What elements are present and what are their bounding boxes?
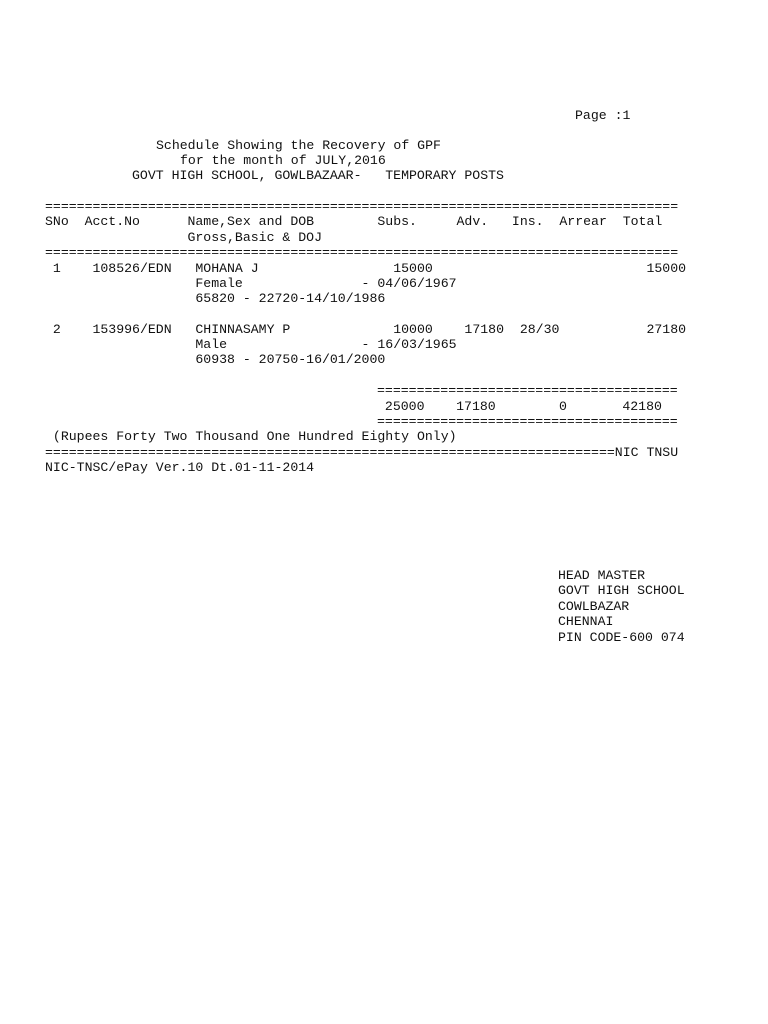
- column-headers-row2: Gross,Basic & DOJ: [45, 230, 322, 245]
- schedule-month: for the month of JULY,2016: [180, 153, 386, 168]
- version-line: NIC-TNSC/ePay Ver.10 Dt.01-11-2014: [45, 460, 315, 475]
- signature-city: CHENNAI: [558, 614, 614, 629]
- totals-rule-bottom: ======================================: [377, 414, 678, 429]
- signature-pincode: PIN CODE-600 074: [558, 630, 685, 645]
- record-2-line2: Male - 16/03/1965: [45, 337, 457, 352]
- record-2-line3: 60938 - 20750-16/01/2000: [45, 352, 386, 367]
- amount-in-words: (Rupees Forty Two Thousand One Hundred Eighty Only): [45, 429, 457, 444]
- school-name: GOVT HIGH SCHOOL, GOWLBAZAAR- TEMPORARY POSTS: [132, 168, 504, 183]
- column-headers-row1: SNo Acct.No Name,Sex and DOB Subs. Adv. Ins. Arrear Total: [45, 214, 663, 229]
- record-1-line3: 65820 - 22720-14/10/1986: [45, 291, 386, 306]
- schedule-title: Schedule Showing the Recovery of GPF: [156, 138, 441, 153]
- page-number: Page :1: [575, 108, 631, 123]
- rule-top: ================================================================================: [45, 199, 679, 214]
- rule-below-headers: ================================================================================: [45, 245, 679, 260]
- signature-locality: COWLBAZAR: [558, 599, 630, 614]
- record-2-line1: 2 153996/EDN CHINNASAMY P 10000 17180 28/30 27180: [45, 322, 687, 337]
- record-1-line1: 1 108526/EDN MOHANA J 15000 15000: [45, 261, 687, 276]
- totals-line: 25000 17180 0 42180: [377, 399, 662, 414]
- record-1-line2: Female - 04/06/1967: [45, 276, 457, 291]
- footer-rule: ========================================================================NIC TNSU: [45, 445, 679, 460]
- signature-school: GOVT HIGH SCHOOL: [558, 583, 685, 598]
- totals-rule-top: ======================================: [377, 383, 678, 398]
- signature-designation: HEAD MASTER: [558, 568, 646, 583]
